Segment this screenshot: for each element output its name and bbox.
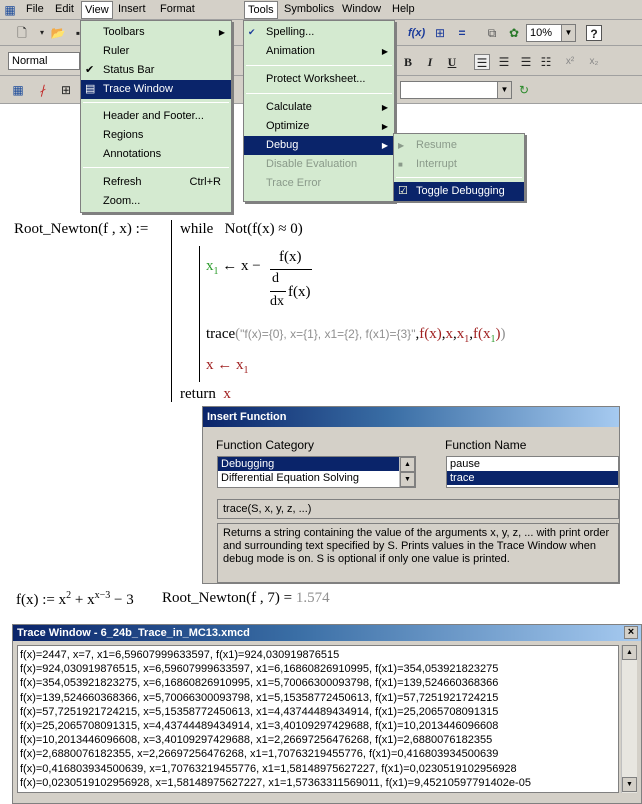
menu-item-label: Ruler — [103, 45, 130, 57]
program-bracket — [171, 220, 172, 402]
trace-window-title[interactable]: Trace Window - 6_24b_Trace_in_MC13.xmcd — [13, 625, 641, 641]
while-line[interactable] — [180, 221, 303, 238]
menu-format[interactable]: Format — [160, 3, 195, 15]
menu-item-label: Interrupt — [416, 158, 457, 170]
calculate-icon[interactable]: = — [458, 26, 466, 40]
insert-function-icon[interactable]: f(x) — [408, 27, 426, 39]
category-diff-eq[interactable]: Differential Equation Solving — [221, 472, 359, 484]
menu-item-label: Resume — [416, 139, 457, 151]
trace-call[interactable]: trace("f(x)={0}, x={1}, x1={2}, $f(x1)=\{3\}",f(x),x,x_1,f(x_1)$) — [206, 326, 506, 345]
fx-definition[interactable] — [16, 590, 134, 609]
spelling-icon: ✔ — [248, 27, 256, 37]
trace-line: f(x)=25,2065708091315, x=4,43744489434914, x1=3,40109297429688, f(x1)=10,2013446096608 — [20, 719, 499, 732]
bold-button[interactable]: B — [403, 55, 412, 69]
matrix-icon[interactable]: ⊞ — [60, 83, 72, 97]
call-expression: Root_Newton(f , 7) = — [162, 590, 293, 606]
trace-line: f(x)=2,6880076182355, x=2,26697256476268, x1=1,70763219455776, f(x1)=0,416803934500639 — [20, 748, 499, 761]
category-debugging[interactable]: Debugging — [218, 457, 415, 471]
function-signature: trace(S, x, y, z, ...) — [217, 499, 619, 519]
menu-separator — [83, 102, 229, 103]
scroll-up-icon[interactable]: ▲ — [622, 645, 637, 660]
root-newton-call[interactable] — [162, 590, 330, 607]
view-menu-ruler[interactable] — [81, 42, 231, 61]
return-keyword: return — [180, 386, 216, 402]
menu-item-label: Animation — [266, 45, 315, 57]
submenu-arrow-icon: ▶ — [218, 28, 225, 37]
insert-function-dialog — [202, 406, 620, 584]
menu-item-label: Protect Worksheet... — [266, 73, 366, 85]
region-combo[interactable] — [400, 81, 512, 99]
menu-item-label: Regions — [103, 129, 144, 141]
superscript-icon[interactable]: x² — [565, 56, 575, 67]
refresh-shortcut: Ctrl+R — [189, 176, 221, 188]
new-document-icon[interactable]: 🗋 — [17, 26, 27, 40]
submenu-arrow-icon: ▶ — [381, 122, 388, 131]
x1-subscript: 1 — [213, 266, 219, 277]
assign-arrow: ← — [222, 258, 238, 274]
trace-arg-x: x — [445, 326, 453, 342]
menu-item-label: Header and Footer... — [103, 110, 204, 122]
toggle-debug-icon: ☑ — [398, 185, 408, 197]
menu-separator — [246, 93, 392, 94]
x-minus: x − — [241, 258, 261, 274]
exponent-2: 2 — [66, 590, 72, 601]
return-line[interactable] — [180, 386, 231, 403]
fx-minus-3: − 3 — [113, 592, 134, 608]
align-left-icon[interactable]: ☰ — [474, 54, 490, 70]
menu-item-label: Optimize — [266, 120, 310, 132]
graph-icon[interactable]: ∤ — [39, 83, 45, 97]
trace-line: f(x)=924,030919876515, x=6,59607999633597, x1=6,16860826910995, f(x1)=354,053921823275 — [20, 663, 499, 676]
menu-separator — [246, 65, 392, 66]
derivative-bar — [270, 291, 286, 292]
subscript-icon[interactable]: x₂ — [589, 56, 599, 67]
trace-arg-x1: x — [456, 326, 465, 342]
italic-button[interactable]: I — [427, 55, 433, 69]
fx-plus-x: + x — [74, 592, 95, 608]
fraction-numerator: f(x) — [279, 249, 302, 265]
resume-icon: ▶ — [398, 141, 405, 150]
menu-insert[interactable]: Insert — [118, 3, 146, 15]
trace-scrollbar[interactable] — [621, 645, 637, 793]
derivative-dx: dx — [270, 294, 284, 309]
derivative-d: d — [272, 271, 279, 286]
menu-item-label: Annotations — [103, 148, 162, 160]
new-dropdown-icon[interactable]: ▾ — [39, 28, 44, 37]
category-list[interactable] — [217, 456, 416, 488]
menu-item-label: Refresh — [103, 176, 142, 188]
x-assign: x ← x — [206, 357, 244, 373]
menu-item-label: Toggle Debugging — [416, 185, 505, 197]
trace-line: f(x)=10,2013446096608, x=3,40109297429688, x1=2,26697256476268, f(x1)=2,6880076182355 — [20, 734, 493, 747]
zoom-dropdown-icon[interactable]: ▼ — [561, 25, 575, 41]
function-name-list[interactable] — [446, 456, 619, 488]
submenu-arrow-icon: ▶ — [381, 141, 388, 150]
scroll-down-icon[interactable]: ▼ — [400, 472, 415, 487]
style-combo[interactable] — [8, 52, 80, 70]
menu-file[interactable]: File — [26, 3, 44, 15]
submenu-arrow-icon: ▶ — [381, 103, 388, 112]
menu-view[interactable]: View — [81, 1, 113, 19]
while-condition: Not(f(x) ≈ 0) — [224, 221, 303, 237]
trace-line: f(x)=0,0230519102956928, x=1,58148975627227, x1=1,57363311569011, f(x1)=9,45210597791402e-05 — [20, 776, 531, 789]
fx-def-lhs: f(x) := x — [16, 592, 67, 608]
menu-item-label: Zoom... — [103, 195, 141, 207]
menu-item-label: Spelling... — [266, 26, 315, 38]
function-trace[interactable]: trace — [447, 471, 618, 485]
function-name-label: Function Name — [445, 438, 527, 452]
menu-item-label: Trace Window — [103, 83, 173, 95]
scroll-down-icon[interactable]: ▼ — [622, 777, 637, 792]
function-args: (f , x) := — [98, 221, 149, 237]
submenu-arrow-icon: ▶ — [381, 47, 388, 56]
zoom-value: 10% — [530, 27, 553, 39]
trace-window — [12, 624, 642, 804]
menu-item-label: Disable Evaluation — [266, 158, 358, 170]
trace-keyword: trace — [206, 326, 236, 342]
zoom-combo[interactable] — [526, 24, 576, 42]
align-right-icon[interactable]: ☰ — [520, 55, 532, 69]
trace-format-string: "f(x)={0}, x={1}, x1={2}, f(x1)={3}" — [240, 327, 416, 341]
x1-var: x — [206, 258, 214, 274]
menu-help[interactable]: Help — [392, 3, 415, 15]
return-value: x — [223, 386, 231, 402]
root-newton-definition[interactable] — [14, 221, 148, 238]
tools-menu-animation[interactable] — [244, 42, 394, 61]
menu-bar — [0, 0, 642, 20]
insert-unit-icon[interactable]: ⊞ — [434, 26, 446, 40]
menu-window[interactable]: Window — [342, 3, 382, 15]
menu-item-label: Status Bar — [103, 64, 155, 76]
help-icon[interactable]: ? — [586, 25, 602, 41]
close-icon[interactable]: × — [624, 626, 638, 639]
trace-line: f(x)=57,7251921724215, x=5,15358772450613, x1=4,43744489434914, f(x1)=25,2065708091315 — [20, 705, 499, 718]
underline-button[interactable]: U — [447, 55, 457, 69]
trace-line: f(x)=139,524660368366, x=5,70066300093798, x1=5,15358772450613, f(x1)=57,7251921724215 — [20, 691, 499, 704]
trace-arg-fx1: f(x — [472, 326, 491, 342]
call-result: 1.574 — [295, 590, 330, 606]
menu-item-label: Toolbars — [103, 26, 145, 38]
exponent-x-3: x−3 — [94, 590, 111, 601]
trace-line: f(x)=2447, x=7, x1=6,59607999633597, f(x1)=924,030919876515 — [20, 649, 340, 661]
view-menu-trace-window[interactable] — [81, 80, 231, 99]
while-keyword: while — [180, 221, 214, 237]
menu-edit[interactable]: Edit — [55, 3, 74, 15]
x-update[interactable]: x ← $x_1$ — [206, 357, 249, 376]
menu-item-label: Trace Error — [266, 177, 322, 189]
tools-menu-spelling[interactable] — [244, 23, 394, 42]
interrupt-icon: ■ — [398, 160, 403, 169]
open-folder-icon[interactable]: 📂 — [50, 26, 66, 40]
trace-window-icon: ▤ — [85, 83, 96, 95]
fraction-bar — [270, 269, 312, 270]
check-icon: ✔ — [85, 64, 95, 76]
menu-item-label: Calculate — [266, 101, 312, 113]
tools-menu-protect-worksheet[interactable] — [244, 70, 394, 89]
function-description: Returns a string containing the value of the arguments x, y, z, ... with print order and surrounding text specified by S. Prints values in the Trace Window when debug mode is on. S is optional if only one value is printed. — [217, 523, 619, 583]
scroll-up-icon[interactable]: ▲ — [400, 457, 415, 472]
menu-item-label: Debug — [266, 139, 299, 151]
trace-line: f(x)=354,053921823275, x=6,16860826910995, x1=5,70066300093798, f(x1)=139,524660368366 — [20, 677, 499, 690]
function-pause[interactable]: pause — [450, 458, 480, 470]
derivative-fx: f(x) — [288, 284, 311, 300]
category-scrollbar[interactable] — [399, 457, 415, 487]
trace-output[interactable] — [17, 645, 619, 793]
refresh-icon[interactable]: ↻ — [518, 83, 530, 97]
view-menu-toolbars[interactable] — [81, 23, 231, 42]
bullets-icon[interactable]: ☷ — [540, 55, 552, 69]
app-icon[interactable]: ▦ — [4, 3, 16, 17]
menu-tools[interactable]: Tools — [244, 1, 278, 19]
while-body-bracket — [199, 246, 200, 382]
component-icon[interactable]: ⧉ — [487, 26, 497, 40]
dialog-title[interactable]: Insert Function — [203, 407, 619, 427]
menu-symbolics[interactable]: Symbolics — [284, 3, 335, 15]
region-dropdown-icon[interactable]: ▼ — [497, 82, 511, 98]
function-name: Root_Newton — [14, 221, 99, 237]
trace-line: f(x)=0,416803934500639, x=1,70763219455776, x1=1,58148975627227, f(x1)=0,0230519102956928 — [20, 762, 517, 775]
view-menu-status-bar[interactable] — [81, 61, 231, 80]
trace-arg-fx: f(x) — [419, 326, 442, 342]
save-icon[interactable]: ▪ — [75, 26, 81, 40]
function-category-label: Function Category — [216, 438, 315, 452]
resource-icon[interactable]: ✿ — [508, 26, 520, 40]
calculator-icon[interactable]: ▦ — [12, 83, 24, 97]
style-value: Normal — [12, 55, 48, 67]
x1-assignment[interactable] — [206, 258, 261, 277]
align-center-icon[interactable]: ☰ — [498, 55, 510, 69]
